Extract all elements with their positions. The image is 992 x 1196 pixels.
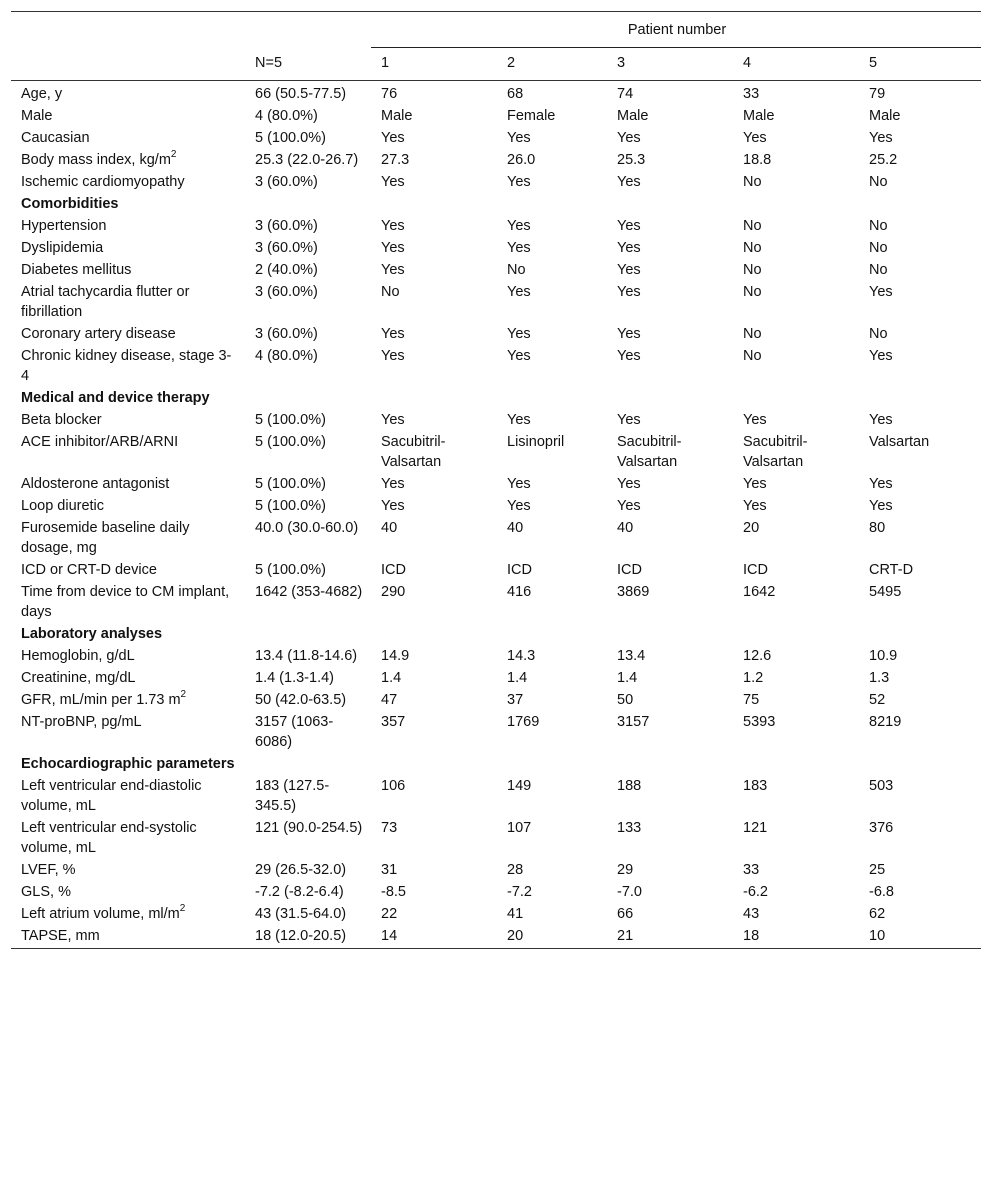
patient-4-value-cell: 1.2: [743, 670, 764, 686]
row-label-cell: [11, 646, 245, 668]
table-row: [11, 260, 981, 282]
overall-value-cell: 183 (127.5-345.5): [255, 778, 330, 814]
patient-4-value-cell: -6.2: [743, 884, 768, 900]
row-label: Creatinine, mg/dL: [21, 670, 136, 686]
row-label-cell: [11, 128, 245, 150]
row-label-superscript: 2: [170, 149, 177, 161]
row-label: Beta blocker: [21, 412, 102, 428]
patient-2-value-cell: Yes: [507, 130, 531, 146]
row-label-cell: [11, 324, 245, 346]
patient-5-value-cell: Yes: [869, 412, 893, 428]
overall-value-cell: 13.4 (11.8-14.6): [255, 648, 358, 664]
section-heading: Laboratory analyses: [21, 626, 163, 642]
patient-3-value-cell: Yes: [617, 240, 641, 256]
patient-3-value-cell: 3157: [617, 714, 650, 730]
table-row: [11, 410, 981, 432]
patient-4-value-cell: 33: [743, 86, 760, 102]
row-label: Loop diuretic: [21, 498, 105, 514]
patient-5-value-cell: -6.8: [869, 884, 894, 900]
row-label-cell: [11, 882, 245, 904]
row-label-cell: [11, 260, 245, 282]
patient-3-value-cell: Yes: [617, 326, 641, 342]
patient-3-value-cell: 50: [617, 692, 634, 708]
patient-5-value-cell: Yes: [869, 284, 893, 300]
table-row: [11, 238, 981, 260]
patient-5-value-cell: 10.9: [869, 648, 898, 664]
overall-value-cell: 3 (60.0%): [255, 240, 318, 256]
row-label: NT-proBNP, pg/mL: [21, 714, 142, 730]
patient-2-value-cell: Yes: [507, 240, 531, 256]
patient-4-value-cell: No: [743, 262, 762, 278]
patient-2-value-cell: Female: [507, 108, 556, 124]
table-row: [11, 712, 981, 754]
patient-5-value-cell: No: [869, 262, 888, 278]
patient-1-value-cell: 22: [381, 906, 398, 922]
table-header: [11, 12, 981, 81]
row-label: Chronic kidney disease, stage 3-4: [21, 348, 232, 384]
row-label-cell: [11, 690, 245, 712]
patient-2-value-cell: Yes: [507, 476, 531, 492]
patient-5-value-cell: No: [869, 326, 888, 342]
overall-value-cell: 121 (90.0-254.5): [255, 820, 363, 836]
overall-value-cell: 3 (60.0%): [255, 284, 318, 300]
patient-3-value-cell: 66: [617, 906, 634, 922]
patient-4-value-cell: Yes: [743, 498, 767, 514]
row-label: Furosemide baseline daily dosage, mg: [21, 520, 190, 556]
patient-2-value-cell: 416: [507, 584, 532, 600]
overall-value-cell: 66 (50.5-77.5): [255, 86, 347, 102]
patient-4-value-cell: No: [743, 218, 762, 234]
patient-4-value-cell: 121: [743, 820, 768, 836]
table-row: [11, 668, 981, 690]
patient-2-value-cell: Yes: [507, 218, 531, 234]
overall-value-cell: 40.0 (30.0-60.0): [255, 520, 359, 536]
table-row: [11, 432, 981, 474]
patient-1-value-cell: 14.9: [381, 648, 410, 664]
patient-2-value-cell: Lisinopril: [507, 434, 565, 450]
patient-3-value-cell: Yes: [617, 476, 641, 492]
patient-characteristics-table: [11, 11, 981, 949]
row-label-cell: [11, 668, 245, 690]
patient-1-value-cell: Male: [381, 108, 413, 124]
overall-value-cell: 5 (100.0%): [255, 562, 326, 578]
overall-column-header: N=5: [255, 54, 283, 71]
row-label-cell: [11, 346, 245, 388]
patient-2-value-cell: 26.0: [507, 152, 536, 168]
patient-3-value-cell: Yes: [617, 130, 641, 146]
row-label: GFR, mL/min per 1.73 m: [21, 692, 181, 708]
table-row: [11, 81, 981, 107]
patient-4-value-cell: No: [743, 348, 762, 364]
overall-value-cell: 5 (100.0%): [255, 130, 326, 146]
patient-4-value-cell: Yes: [743, 130, 767, 146]
patient-2-value-cell: Yes: [507, 174, 531, 190]
patient-4-value-cell: 18: [743, 928, 760, 944]
table-row: [11, 882, 981, 904]
row-label-cell: [11, 560, 245, 582]
patient-1-value-cell: Yes: [381, 326, 405, 342]
patient-3-value-cell: Male: [617, 108, 649, 124]
patient-4-value-cell: 33: [743, 862, 760, 878]
row-label: ACE inhibitor/ARB/ARNI: [21, 434, 179, 450]
patient-4-value-cell: No: [743, 284, 762, 300]
row-label: ICD or CRT-D device: [21, 562, 157, 578]
patient-3-value-cell: Sacubitril-Valsartan: [617, 434, 682, 470]
patient-5-value-cell: Male: [869, 108, 901, 124]
row-label-cell: [11, 776, 245, 818]
patient-4-value-cell: 43: [743, 906, 760, 922]
patient-1-value-cell: 27.3: [381, 152, 410, 168]
table-row: [11, 860, 981, 882]
section-row: [11, 194, 981, 216]
patient-3-value-cell: Yes: [617, 218, 641, 234]
overall-value-cell: 3 (60.0%): [255, 326, 318, 342]
patient-2-value-cell: Yes: [507, 348, 531, 364]
overall-value-cell: 5 (100.0%): [255, 434, 326, 450]
overall-value-cell: 4 (80.0%): [255, 348, 318, 364]
patient-5-value-cell: 62: [869, 906, 886, 922]
patient-3-value-cell: Yes: [617, 284, 641, 300]
patient-1-value-cell: 73: [381, 820, 398, 836]
section-heading: Echocardiographic parameters: [21, 756, 235, 772]
overall-value-cell: 43 (31.5-64.0): [255, 906, 347, 922]
table-row: [11, 690, 981, 712]
table-row: [11, 518, 981, 560]
overall-value-cell: 50 (42.0-63.5): [255, 692, 347, 708]
patient-5-value-cell: Yes: [869, 498, 893, 514]
patient-3-value-cell: 3869: [617, 584, 650, 600]
row-label-cell: [11, 818, 245, 860]
patient-5-value-cell: CRT-D: [869, 562, 914, 578]
section-row: [11, 388, 981, 410]
patient-1-value-cell: Yes: [381, 174, 405, 190]
header-empty-label-2: [11, 48, 245, 81]
patient-3-value-cell: Yes: [617, 174, 641, 190]
patient-5-value-cell: 25: [869, 862, 886, 878]
row-label: Age, y: [21, 86, 63, 102]
row-label: Body mass index, kg/m: [21, 152, 171, 168]
row-label-cell: [11, 518, 245, 560]
patient-4-value-cell: No: [743, 174, 762, 190]
patient-1-value-cell: Yes: [381, 262, 405, 278]
patient-1-value-cell: 40: [381, 520, 398, 536]
row-label: Diabetes mellitus: [21, 262, 132, 278]
patient-1-value-cell: 31: [381, 862, 398, 878]
patient-5-value-cell: 503: [869, 778, 894, 794]
row-label: Hypertension: [21, 218, 107, 234]
patient-1-value-cell: 76: [381, 86, 398, 102]
row-label-cell: [11, 432, 245, 474]
patient-2-value-cell: 107: [507, 820, 532, 836]
section-heading: Medical and device therapy: [21, 390, 210, 406]
patient-3-value-cell: 29: [617, 862, 634, 878]
overall-value-cell: 5 (100.0%): [255, 412, 326, 428]
patient-4-header: 4: [743, 55, 752, 71]
section-row: [11, 624, 981, 646]
patient-1-value-cell: Yes: [381, 476, 405, 492]
row-label-cell: [11, 238, 245, 260]
patient-5-value-cell: 10: [869, 928, 886, 944]
patient-1-value-cell: 14: [381, 928, 398, 944]
overall-value-cell: 1.4 (1.3-1.4): [255, 670, 334, 686]
patient-5-header: 5: [869, 55, 878, 71]
table-body: [11, 81, 981, 949]
patient-4-value-cell: 5393: [743, 714, 776, 730]
row-label: LVEF, %: [21, 862, 76, 878]
header-row-group: [11, 12, 981, 48]
row-label-cell: [11, 282, 245, 324]
patient-4-value-cell: 20: [743, 520, 760, 536]
row-label-cell: [11, 712, 245, 754]
table-row: [11, 324, 981, 346]
patient-5-value-cell: No: [869, 218, 888, 234]
overall-value-cell: 2 (40.0%): [255, 262, 318, 278]
patient-2-value-cell: 1.4: [507, 670, 528, 686]
row-label-superscript: 2: [179, 903, 186, 915]
overall-value-cell: 5 (100.0%): [255, 476, 326, 492]
patient-4-value-cell: 12.6: [743, 648, 772, 664]
patient-1-value-cell: Yes: [381, 218, 405, 234]
section-heading: Comorbidities: [21, 196, 119, 212]
patient-characteristics-table-wrapper: [11, 11, 981, 949]
patient-2-value-cell: 28: [507, 862, 524, 878]
table-row: [11, 282, 981, 324]
row-label-cell: [11, 410, 245, 432]
patient-5-value-cell: No: [869, 174, 888, 190]
patient-2-value-cell: 14.3: [507, 648, 536, 664]
table-row: [11, 496, 981, 518]
row-label: Atrial tachycardia flutter or fibrillation: [21, 284, 190, 320]
patient-3-value-cell: -7.0: [617, 884, 642, 900]
table-row: [11, 776, 981, 818]
patient-4-value-cell: 1642: [743, 584, 776, 600]
row-label-superscript: 2: [180, 689, 187, 701]
patient-5-value-cell: 8219: [869, 714, 902, 730]
patient-2-value-cell: Yes: [507, 498, 531, 514]
patient-2-value-cell: -7.2: [507, 884, 532, 900]
table-row: [11, 474, 981, 496]
overall-value-cell: 18 (12.0-20.5): [255, 928, 347, 944]
patient-4-value-cell: No: [743, 240, 762, 256]
patient-4-value-cell: Sacubitril-Valsartan: [743, 434, 808, 470]
row-label: Aldosterone antagonist: [21, 476, 170, 492]
patient-5-value-cell: 376: [869, 820, 894, 836]
row-label-cell: [11, 904, 245, 926]
patient-3-value-cell: Yes: [617, 262, 641, 278]
patient-5-value-cell: 79: [869, 86, 886, 102]
table-row: [11, 150, 981, 172]
row-label-cell: [11, 474, 245, 496]
header-empty-label: [11, 12, 245, 48]
row-label: Left ventricular end-diastolic volume, mL: [21, 778, 202, 814]
patient-3-value-cell: 74: [617, 86, 634, 102]
overall-value-cell: 3 (60.0%): [255, 174, 318, 190]
patient-5-value-cell: Valsartan: [869, 434, 930, 450]
patient-3-header: 3: [617, 55, 626, 71]
table-row: [11, 216, 981, 238]
patient-2-value-cell: 1769: [507, 714, 540, 730]
table-row: [11, 582, 981, 624]
patient-3-value-cell: Yes: [617, 498, 641, 514]
table-row: [11, 346, 981, 388]
row-label: TAPSE, mm: [21, 928, 100, 944]
patient-5-value-cell: 52: [869, 692, 886, 708]
patient-3-value-cell: 1.4: [617, 670, 638, 686]
row-label-cell: [11, 150, 245, 172]
row-label: Coronary artery disease: [21, 326, 176, 342]
patient-1-value-cell: -8.5: [381, 884, 406, 900]
patient-3-value-cell: ICD: [617, 562, 642, 578]
row-label-cell: [11, 582, 245, 624]
patient-5-value-cell: Yes: [869, 348, 893, 364]
row-label: Caucasian: [21, 130, 90, 146]
patient-3-value-cell: 188: [617, 778, 642, 794]
patient-4-value-cell: Yes: [743, 412, 767, 428]
patient-4-value-cell: Male: [743, 108, 775, 124]
patient-4-value-cell: 75: [743, 692, 760, 708]
header-empty-overall: [245, 12, 371, 48]
header-row-columns: [11, 48, 981, 81]
patient-2-value-cell: 37: [507, 692, 524, 708]
patient-1-value-cell: 1.4: [381, 670, 402, 686]
overall-value-cell: 4 (80.0%): [255, 108, 318, 124]
overall-value-cell: 25.3 (22.0-26.7): [255, 152, 359, 168]
section-row: [11, 754, 981, 776]
patient-1-value-cell: No: [381, 284, 400, 300]
patient-3-value-cell: 40: [617, 520, 634, 536]
patient-2-value-cell: Yes: [507, 284, 531, 300]
patient-2-value-cell: 41: [507, 906, 524, 922]
patient-1-header: 1: [381, 55, 390, 71]
patient-3-value-cell: Yes: [617, 412, 641, 428]
patient-5-value-cell: Yes: [869, 476, 893, 492]
row-label: Male: [21, 108, 53, 124]
patient-4-value-cell: 18.8: [743, 152, 772, 168]
patient-5-value-cell: 5495: [869, 584, 902, 600]
patient-5-value-cell: 1.3: [869, 670, 890, 686]
patient-4-value-cell: Yes: [743, 476, 767, 492]
row-label: Ischemic cardiomyopathy: [21, 174, 185, 190]
overall-value-cell: 29 (26.5-32.0): [255, 862, 347, 878]
patient-2-value-cell: 149: [507, 778, 532, 794]
patient-3-value-cell: 21: [617, 928, 634, 944]
row-label: Hemoglobin, g/dL: [21, 648, 135, 664]
row-label-cell: [11, 926, 245, 949]
overall-value-cell: -7.2 (-8.2-6.4): [255, 884, 344, 900]
patient-1-value-cell: Yes: [381, 348, 405, 364]
patient-2-header: 2: [507, 55, 516, 71]
patient-1-value-cell: Yes: [381, 498, 405, 514]
patient-1-value-cell: 290: [381, 584, 406, 600]
overall-value-cell: 5 (100.0%): [255, 498, 326, 514]
patient-1-value-cell: Yes: [381, 240, 405, 256]
patient-1-value-cell: 47: [381, 692, 398, 708]
patient-5-value-cell: 80: [869, 520, 886, 536]
patient-2-value-cell: Yes: [507, 412, 531, 428]
row-label-cell: [11, 172, 245, 194]
patient-1-value-cell: Sacubitril-Valsartan: [381, 434, 446, 470]
patient-3-value-cell: 13.4: [617, 648, 646, 664]
table-row: [11, 904, 981, 926]
overall-value-cell: 3 (60.0%): [255, 218, 318, 234]
patient-3-value-cell: Yes: [617, 348, 641, 364]
patient-1-value-cell: Yes: [381, 412, 405, 428]
overall-value-cell: 1642 (353-4682): [255, 584, 363, 600]
patient-2-value-cell: No: [507, 262, 526, 278]
table-row: [11, 560, 981, 582]
row-label-cell: [11, 216, 245, 238]
patient-number-header: Patient number: [371, 12, 981, 48]
patient-2-value-cell: 40: [507, 520, 524, 536]
patient-3-value-cell: 133: [617, 820, 642, 836]
patient-2-value-cell: 68: [507, 86, 524, 102]
patient-1-value-cell: Yes: [381, 130, 405, 146]
table-row: [11, 818, 981, 860]
row-label-cell: [11, 81, 245, 107]
overall-value-cell: 3157 (1063-6086): [255, 714, 334, 750]
patient-1-value-cell: 357: [381, 714, 406, 730]
row-label-cell: [11, 860, 245, 882]
patient-5-value-cell: Yes: [869, 130, 893, 146]
patient-2-value-cell: Yes: [507, 326, 531, 342]
row-label: Time from device to CM implant, days: [21, 584, 230, 620]
row-label: Dyslipidemia: [21, 240, 104, 256]
row-label: Left atrium volume, ml/m: [21, 906, 180, 922]
table-row: [11, 128, 981, 150]
row-label-cell: [11, 496, 245, 518]
patient-4-value-cell: ICD: [743, 562, 768, 578]
table-row: [11, 926, 981, 949]
patient-4-value-cell: 183: [743, 778, 768, 794]
row-label-cell: [11, 106, 245, 128]
patient-5-value-cell: No: [869, 240, 888, 256]
row-label: GLS, %: [21, 884, 71, 900]
patient-3-value-cell: 25.3: [617, 152, 646, 168]
table-row: [11, 646, 981, 668]
patient-2-value-cell: ICD: [507, 562, 532, 578]
row-label: Left ventricular end-systolic volume, mL: [21, 820, 197, 856]
table-row: [11, 106, 981, 128]
patient-4-value-cell: No: [743, 326, 762, 342]
table-row: [11, 172, 981, 194]
patient-1-value-cell: ICD: [381, 562, 406, 578]
patient-5-value-cell: 25.2: [869, 152, 898, 168]
patient-1-value-cell: 106: [381, 778, 406, 794]
patient-2-value-cell: 20: [507, 928, 524, 944]
